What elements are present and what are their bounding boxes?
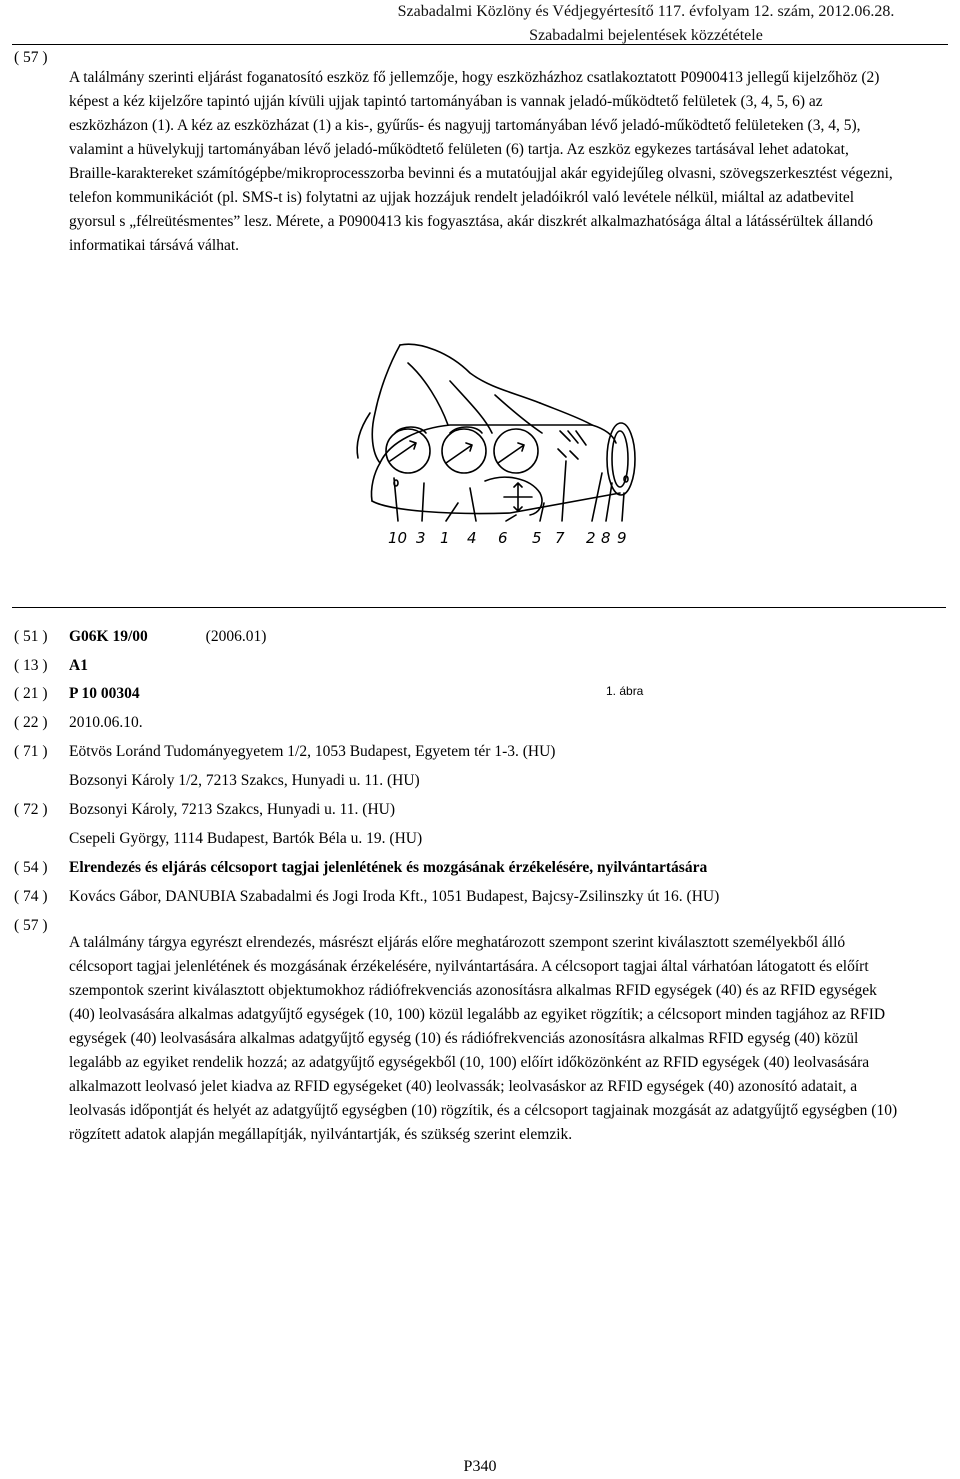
inventor-1: Bozsonyi Károly, 7213 Szakcs, Hunyadi u. 11. (HU) [69,801,396,818]
document-kind: A1 [69,657,88,674]
ref-number-4: 4 [467,529,477,547]
field-57 [14,914,69,938]
applicant-1: Eötvös Loránd Tudományegyetem 1/2, 1053 Budapest, Egyetem tér 1-3. (HU) [69,743,556,760]
application-number: P 10 00304 [69,685,140,702]
ref-number-7: 7 [555,529,565,547]
field-51-value [69,625,266,649]
inid-code-74: ( 74 ) [14,888,48,905]
figure-label: 1. ábra [606,684,644,698]
ref-number-6: 6 [498,529,508,547]
ref-number-8: 8 [601,529,611,547]
ref-number-5: 5 [532,529,542,547]
field-54 [14,856,708,880]
ref-number-1: 1 [440,529,450,547]
second-abstract: A találmány tárgya egyrészt elrendezés, másrészt eljárás előre meghatározott szempont szerint kiválasztott személyekből álló célcsoport tagjai jelenlétének és mozgásának érzékelésére, nyilvántartására. A célcsoport tagjai által várhatóan látogatott és előírt szempontok szerint kiválasztott objektumokhoz rádiófrekvenciás azonosításra alkalmas RFID egységek (40) és az RFID egységek (40) leolvasására alkalmas adatgyűjtő egységek (10, 100) közül legalább az egyiket rögzítik; a célcsoport minden tagjához az RFID egységek (40) leolvasására alkalmas adatgyűjtő egység (10) és rádiófrekvenciás azonosításra alkalmas RFID egység (40) közül legalább az egyiket rendelik hozzá; az adatgyűjtő egységekből (10, 100) előírt időközönként az RFID egységek (40) leolvasására alkalmazott leolvasó jelet kiadva az RFID egységeket (40) leolvassák; leolvasáskor az RFID egységek (40) azonosító adatait, a leolvasás időpontját és helyét az adatgyűjtő egységben (10) rögzítik, és a célcsoport tagjainak mozgását az adatgyűjtő egységben (10) rögzített adatok alapján megállapítják, nyilvántartják, és szükség szerint elemzik. [69,934,898,1143]
field-51 [14,625,267,649]
inid-code-21: ( 21 ) [14,685,48,702]
inventor-2: Csepeli György, 1114 Budapest, Bartók Béla u. 19. (HU) [69,830,423,847]
field-22 [14,711,143,735]
ipc-date: (2006.01) [205,628,267,645]
journal-title: Szabadalmi Közlöny és Védjegyértesítő 117. évfolyam 12. szám, 2012.06.28. [397,3,895,20]
ref-number-9: 9 [617,529,627,547]
publication-header [346,0,946,48]
filing-date: 2010.06.10. [69,714,143,731]
ref-number-2: 2 [586,529,596,547]
ref-number-3: 3 [416,529,426,547]
inid-code-57b: ( 57 ) [14,917,48,934]
inid-code-54: ( 54 ) [14,859,48,876]
ipc-class: G06K 19/00 [69,628,148,645]
page-number: P340 [463,1458,497,1475]
inid-code-72: ( 72 ) [14,801,48,818]
first-abstract: A találmány szerinti eljárást foganatosító eszköz fő jellemzője, hogy eszközházhoz csatlakoztatott P0900413 jellegű kijelzőhöz (2) képest a kéz kijelzőre tapintó ujján kívüli ujjak tapintó tartományában is vannak jeladó-működtető felületek (3, 4, 5, 6) az eszközházon (1). A kéz az eszközházat (1) a kis-, gyűrűs- és nagyujj tartományában lévő jeladó-működtető felületeken (3, 4, 5), valamint a hüvelykujj tartományában lévő jeladó-működtető felületen (6) tartja. Az eszköz egykezes tartásával lehet adatokat, Braille-karaktereket számítógépbe/mikroprocesszorba bevinni és a mutatóujjal akár egyidejűleg olvasni, szövegszerkesztést végezni, telefon kommunikációt (pl. SMS-t is) folytatni az ujjak hozzájuk rendelt jeladóikról való levétele nélkül, miáltal az adatbevitel gyorsul s „félreütésmentes” lesz. Mérete, a P0900413 kis fogyasztása, akár diszkrét alkalmazhatósága által a látássérültek állandó informatikai társává válhat. [69,69,893,254]
device-drawing [330,333,640,558]
inid-code-57: ( 57 ) [14,49,48,66]
inid-code-51: ( 51 ) [14,628,48,645]
field-13 [14,654,88,678]
section-title: Szabadalmi bejelentések közzététele [529,27,763,44]
field-72 [14,798,396,822]
field-21 [14,682,140,706]
inid-code-22: ( 22 ) [14,714,48,731]
representative: Kovács Gábor, DANUBIA Szabadalmi és Jogi Iroda Kft., 1051 Budapest, Bajcsy-Zsilinszky út 16. (HU) [69,888,720,905]
entry-divider [12,607,946,608]
ref-number-10: 10 [388,529,408,547]
header-divider [12,44,948,45]
field-74 [14,885,720,909]
inid-code-13: ( 13 ) [14,657,48,674]
invention-title: Elrendezés és eljárás célcsoport tagjai jelenlétének és mozgásának érzékelésére, nyilvántartására [69,859,708,876]
inid-code-71: ( 71 ) [14,743,48,760]
applicant-2: Bozsonyi Károly 1/2, 7213 Szakcs, Hunyadi u. 11. (HU) [69,772,420,789]
field-71 [14,740,556,764]
